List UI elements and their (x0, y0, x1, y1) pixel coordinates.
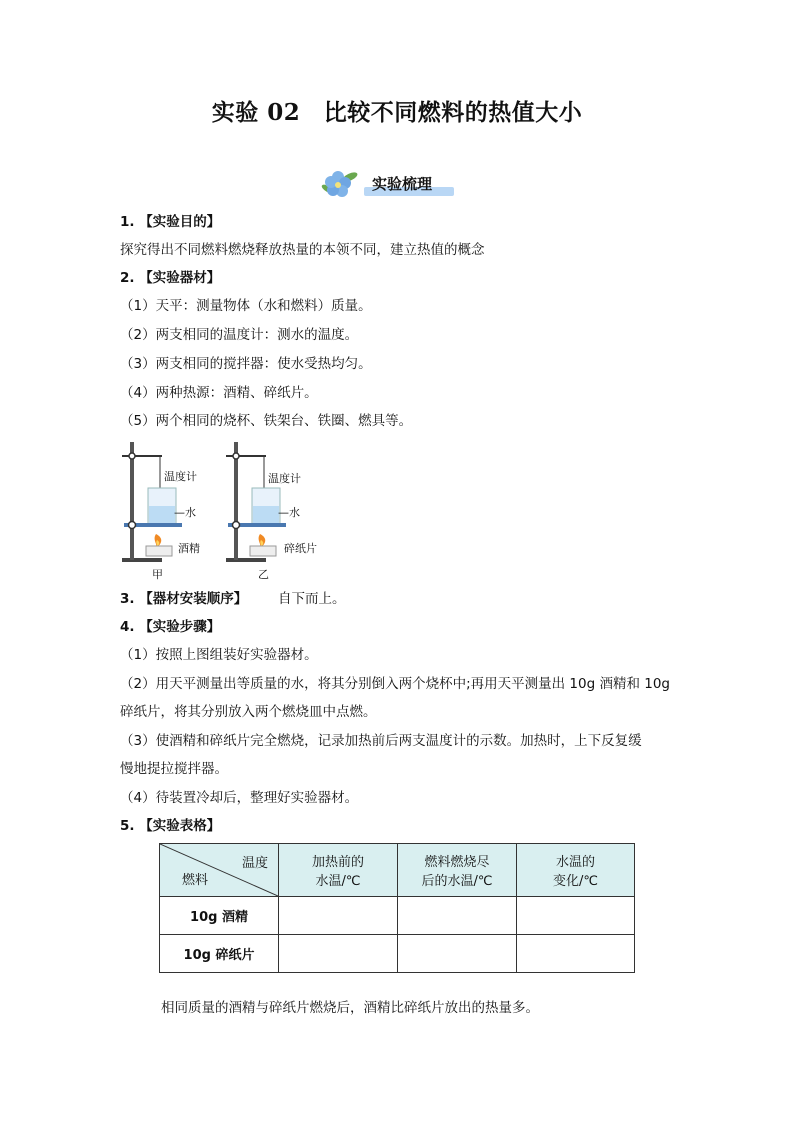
table-cell (517, 897, 635, 935)
left-fuel-label: 酒精 (178, 542, 200, 555)
table-cell (517, 935, 635, 973)
right-thermometer-label: 温度计 (268, 472, 301, 485)
s2-heading: 2. 【实验器材】 (120, 270, 221, 286)
table-cell (398, 897, 517, 935)
corner-top-label: 温度 (241, 856, 268, 871)
s4-line-3: 碎纸片，将其分别放入两个燃烧皿中点燃。 (120, 704, 377, 720)
left-caption: 甲 (152, 568, 163, 581)
s2-item-1: （1）天平：测量物体（水和燃料）质量。 (120, 298, 372, 314)
right-fuel-label: 碎纸片 (284, 542, 317, 555)
s4-line-6: （4）待装置冷却后，整理好实验器材。 (120, 790, 359, 806)
s4-line-5: 慢地提拉搅拌器。 (120, 761, 228, 777)
apparatus-figure (118, 440, 338, 580)
row-label-alcohol: 10g 酒精 (160, 897, 279, 935)
s2-item-5: （5）两个相同的烧杯、铁架台、铁圈、燃具等。 (120, 413, 413, 429)
corner-bottom-label: 燃料 (182, 873, 209, 888)
table-header-cell (517, 844, 635, 897)
header-2-line-2: 后的水温/℃ (421, 874, 493, 889)
table-row (160, 897, 635, 935)
s2-item-4: （4）两种热源：酒精、碎纸片。 (120, 385, 318, 401)
table-cell (279, 897, 398, 935)
header-3-line-1: 水温的 (555, 855, 595, 870)
header-3-line-2: 变化/℃ (553, 874, 598, 889)
section-badge (320, 167, 456, 201)
header-1-line-2: 水温/℃ (315, 874, 361, 889)
badge-label: 实验梳理 (372, 175, 433, 193)
table-header-cell (279, 844, 398, 897)
s1-heading: 1. 【实验目的】 (120, 214, 221, 230)
setup-left (122, 442, 182, 562)
page-title: 实验 02 比较不同燃料的热值大小 (211, 99, 583, 126)
table-corner-cell (160, 844, 279, 897)
table-cell (398, 935, 517, 973)
s1-text: 探究得出不同燃料燃烧释放热量的本领不同，建立热值的概念 (120, 242, 485, 258)
s2-item-2: （2）两支相同的温度计：测水的温度。 (120, 327, 359, 343)
row-label-paper: 10g 碎纸片 (160, 935, 279, 973)
table-row (160, 935, 635, 973)
s2-item-3: （3）两支相同的搅拌器：使水受热均匀。 (120, 356, 372, 372)
header-1-line-1: 加热前的 (311, 855, 364, 870)
header-2-line-1: 燃料燃烧尽 (424, 855, 490, 870)
s4-line-4: （3）使酒精和碎纸片完全燃烧，记录加热前后两支温度计的示数。加热时，上下反复缓 (120, 733, 642, 749)
setup-right (226, 442, 286, 562)
right-caption: 乙 (258, 568, 269, 581)
left-water-label: —水 (174, 506, 196, 519)
s3-text: 自下而上。 (278, 591, 346, 607)
left-thermometer-label: 温度计 (164, 470, 197, 483)
s5-heading: 5. 【实验表格】 (120, 818, 221, 834)
experiment-table (159, 843, 635, 973)
table-cell (279, 935, 398, 973)
apparatus-drawing (118, 440, 338, 580)
s3-heading: 3. 【器材安装顺序】 (120, 591, 248, 607)
s4-line-1: （1）按照上图组装好实验器材。 (120, 647, 318, 663)
flower-icon (320, 167, 360, 201)
conclusion-text: 相同质量的酒精与碎纸片燃烧后，酒精比碎纸片放出的热量多。 (161, 1000, 539, 1016)
s4-heading: 4. 【实验步骤】 (120, 619, 221, 635)
s4-line-2: （2）用天平测量出等质量的水，将其分别倒入两个烧杯中;再用天平测量出 10g 酒精和 10g (120, 676, 671, 692)
right-water-label: —水 (278, 506, 300, 519)
table-header-cell (398, 844, 517, 897)
table-header-row (160, 844, 635, 897)
